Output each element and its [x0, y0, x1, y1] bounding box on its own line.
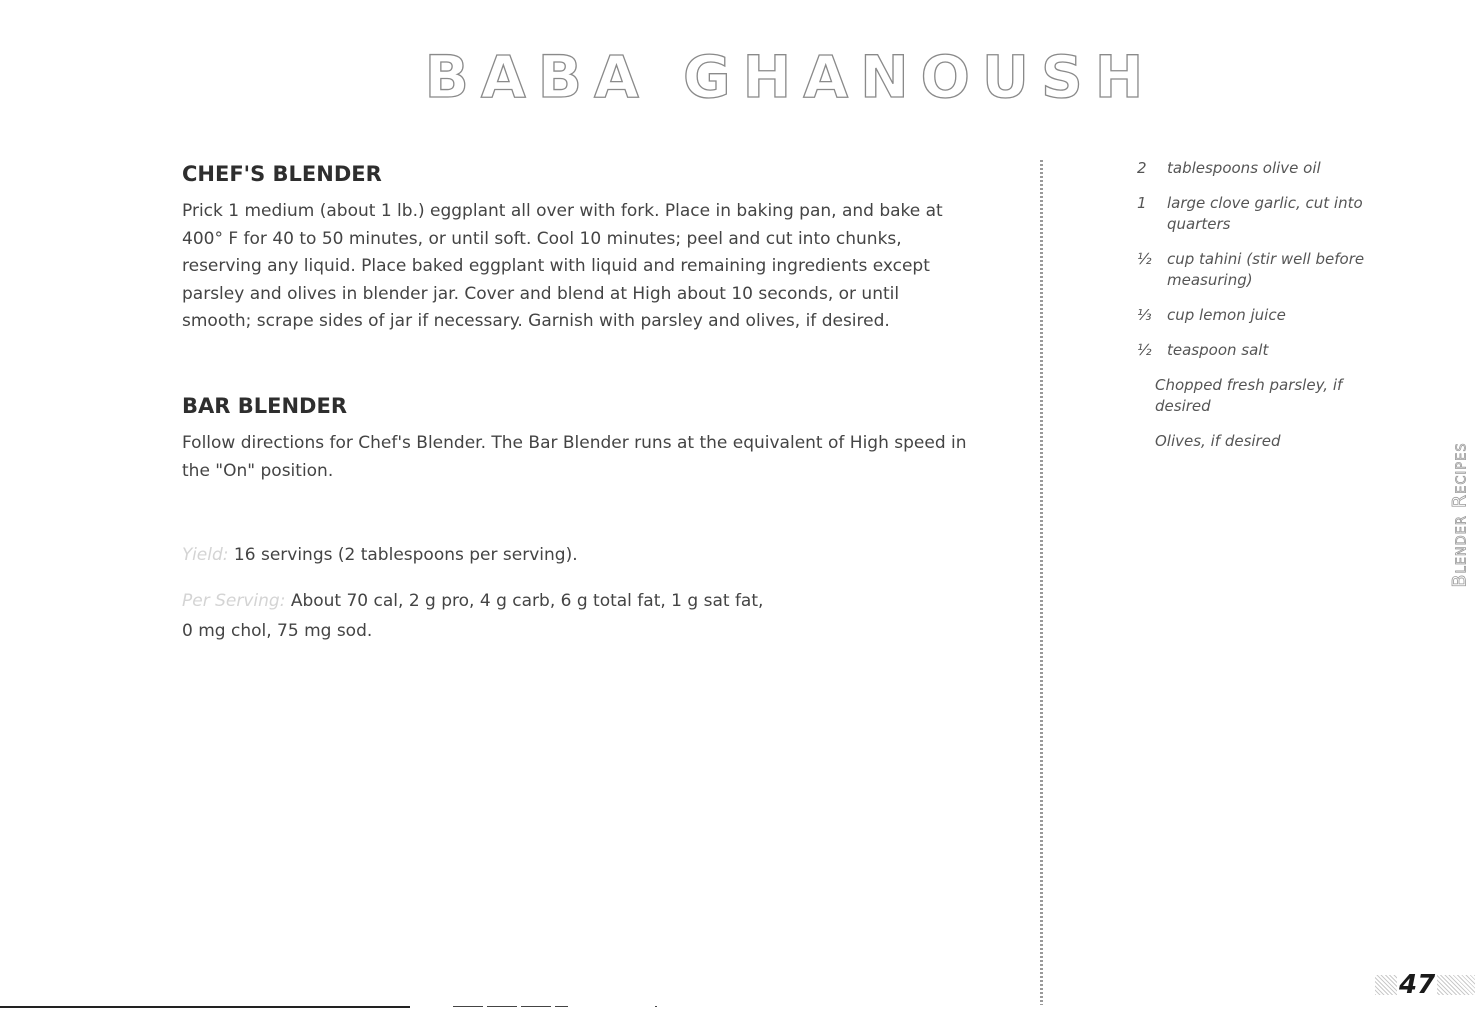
column-divider — [1040, 160, 1043, 1005]
ingredient-qty: ⅓ — [1137, 306, 1152, 324]
ingredient-qty: 2 — [1137, 159, 1147, 177]
page-number-text: 47 — [1399, 970, 1436, 1000]
ingredient-item — [1125, 158, 1395, 179]
ingredient-desc: tablespoons olive oil — [1167, 159, 1321, 177]
per-serving-value-1: About 70 cal, 2 g pro, 4 g carb, 6 g total fat, 1 g sat fat, — [290, 591, 764, 611]
ingredient-desc: large clove garlic, cut into quarters — [1167, 194, 1363, 233]
per-serving-line — [182, 586, 982, 616]
ingredient-qty: ½ — [1137, 250, 1152, 268]
bottom-rule — [0, 1006, 410, 1008]
per-serving-value-2: 0 mg chol, 75 mg sod. — [182, 621, 373, 641]
yield-line — [182, 540, 982, 570]
ingredient-desc: cup tahini (stir well before measuring) — [1167, 250, 1365, 289]
nutrition-info — [182, 540, 982, 646]
ingredient-item — [1125, 431, 1395, 452]
ingredient-desc: Olives, if desired — [1155, 432, 1281, 450]
ingredient-item — [1125, 193, 1395, 235]
section-side-label — [1448, 420, 1472, 610]
chefs-blender-heading: CHEF'S BLENDER — [182, 162, 382, 186]
ingredient-desc: teaspoon salt — [1167, 341, 1269, 359]
side-label-text: Blender Recipes — [1449, 442, 1471, 588]
per-serving-label: Per Serving: — [182, 591, 286, 611]
bottom-rule-dashed — [453, 1006, 568, 1007]
chefs-blender-section — [182, 158, 982, 336]
page-number — [1375, 970, 1475, 1000]
ingredient-item — [1125, 249, 1395, 291]
ingredient-qty: 1 — [1137, 194, 1147, 212]
chefs-blender-instructions: Prick 1 medium (about 1 lb.) eggplant all over with fork. Place in baking pan, and bake at 400° F for 40 to 50 minutes, or until soft. Cool 10 minutes; peel and cut into chunks, reserving any liquid. Place baked eggplant with liquid and remaining ingredients except parsley and olives in blender jar. Cover and blend at High about 10 seconds, or until smooth; scrape sides of jar if necessary. Garnish with parsley and olives, if desired. — [182, 201, 943, 331]
ingredient-item — [1125, 305, 1395, 326]
bar-blender-instructions: Follow directions for Chef's Blender. The Bar Blender runs at the equivalent of High speed in the "On" position. — [182, 433, 967, 481]
ingredient-item — [1125, 340, 1395, 361]
bar-blender-heading: BAR BLENDER — [182, 394, 347, 418]
yield-value: 16 servings (2 tablespoons per serving). — [233, 545, 578, 565]
ingredient-item — [1125, 375, 1395, 417]
bar-blender-section — [182, 390, 982, 485]
recipe-title: BABA GHANOUSH — [424, 43, 1156, 111]
ingredient-desc: Chopped fresh parsley, if desired — [1155, 376, 1343, 415]
yield-label: Yield: — [182, 545, 229, 565]
ingredient-desc: cup lemon juice — [1167, 306, 1286, 324]
ingredient-qty: ½ — [1137, 341, 1152, 359]
ingredients-list — [1125, 158, 1395, 466]
bottom-rule-dot — [655, 1006, 657, 1007]
